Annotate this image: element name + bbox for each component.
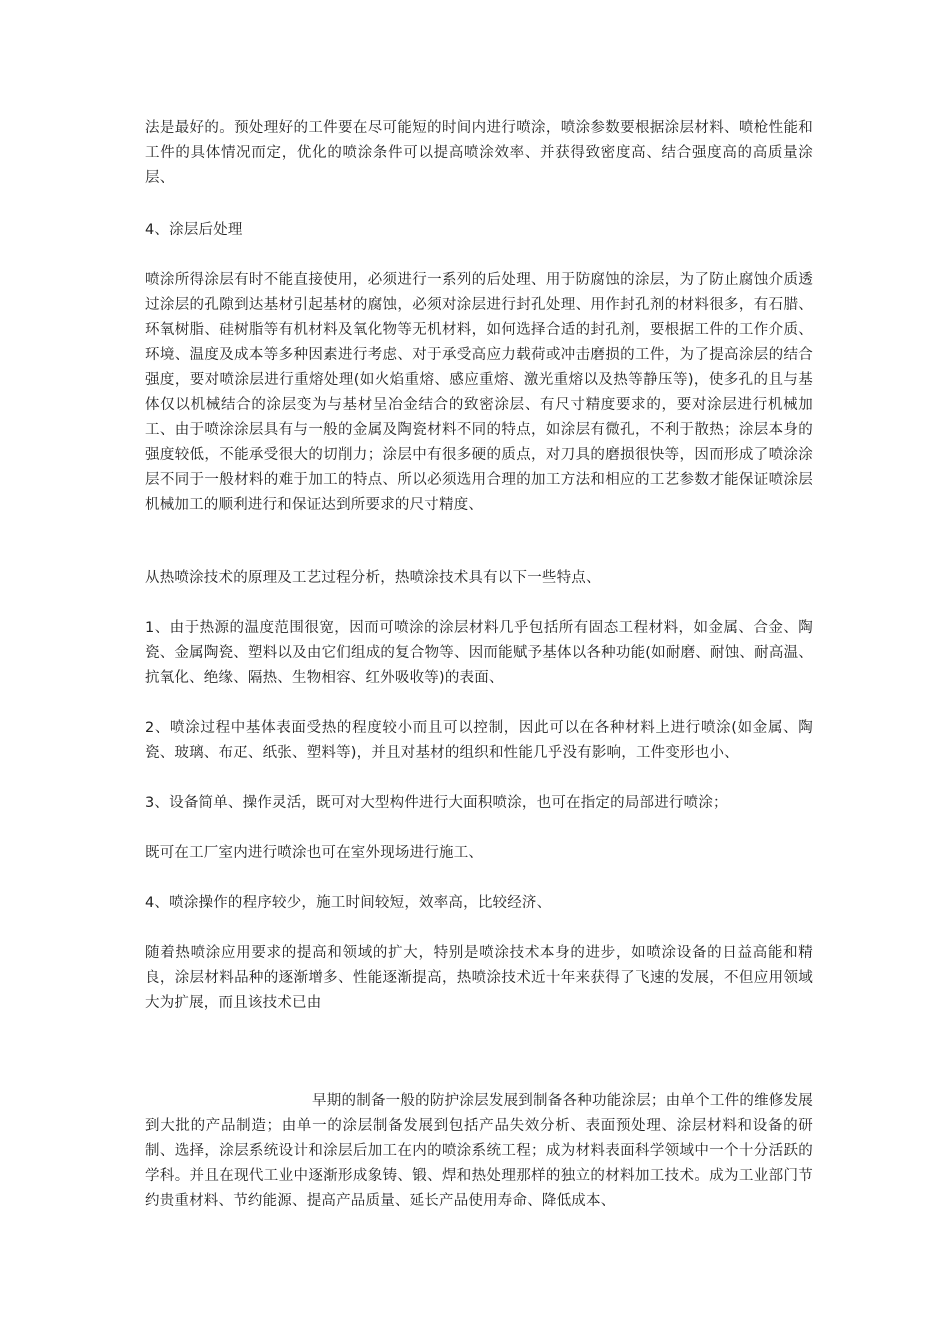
paragraph-development: 随着热喷涂应用要求的提高和领域的扩大，特别是喷涂技术本身的进步，如喷涂设备的日益高能和精良，涂层材料品种的逐渐增多、性能逐渐提高，热喷涂技术近十年来获得了飞速的发展，不但应用领域大为扩展，而且该技术已由 xyxy=(145,945,813,1011)
paragraph-post-treatment: 喷涂所得涂层有时不能直接使用，必须进行一系列的后处理、用于防腐蚀的涂层，为了防止腐蚀介质透过涂层的孔隙到达基材引起基材的腐蚀，必须对涂层进行封孔处理、用作封孔剂的材料很多，有石腊、环氧树脂、硅树脂等有机材料及氧化物等无机材料，如何选择合适的封孔剂，要根据工件的工作介质、环境、温度及成本等多种因素进行考虑、对于承受高应力载荷或冲击磨损的工件，为了提高涂层的结合强度，要对喷涂层进行重熔处理(如火焰重熔、感应重熔、激光重熔以及热等静压等)，使多孔的且与基体仅以机械结合的涂层变为与基材呈冶金结合的致密涂层、有尺寸精度要求的，要对涂层进行机械加工、由于喷涂涂层具有与一般的金属及陶瓷材料不同的特点，如涂层有微孔，不利于散热；涂层本身的强度较低，不能承受很大的切削力；涂层中有很多硬的质点，对刀具的磨损很快等，因而形成了喷涂涂层不同于一般材料的难于加工的特点、所以必须选用合理的加工方法和相应的工艺参数才能保证喷涂层机械加工的顺利进行和保证达到所要求的尺寸精度、 xyxy=(145,272,813,513)
paragraph-feature-3-cont: 既可在工厂室内进行喷涂也可在室外现场进行施工、 xyxy=(145,845,484,861)
paragraph-feature-1: 1、由于热源的温度范围很宽，因而可喷涂的涂层材料几乎包括所有固态工程材料，如金属、合金、陶瓷、金属陶瓷、塑料以及由它们组成的复合物等、因而能赋予基体以各种功能(如耐磨、耐蚀、耐高温、抗氧化、绝缘、隔热、生物相容、红外吸收等)的表面、 xyxy=(145,620,813,686)
paragraph-feature-3: 3、设备简单、操作灵活，既可对大型构件进行大面积喷涂，也可在指定的局部进行喷涂； xyxy=(145,795,728,811)
paragraph-spraying-conditions: 法是最好的。预处理好的工件要在尽可能短的时间内进行喷涂，喷涂参数要根据涂层材料、喷枪性能和工件的具体情况而定，优化的喷涂条件可以提高喷涂效率、并获得致密度高、结合强度高的高质量涂层、 xyxy=(145,120,813,186)
paragraph-feature-4: 4、喷涂操作的程序较少，施工时间较短，效率高，比较经济、 xyxy=(145,895,552,911)
paragraph-feature-2: 2、喷涂过程中基体表面受热的程度较小而且可以控制，因此可以在各种材料上进行喷涂(如金属、陶瓷、玻璃、布疋、纸张、塑料等)，并且对基材的组织和性能几乎没有影响，工件变形也小、 xyxy=(145,720,813,761)
paragraph-features-intro: 从热喷涂技术的原理及工艺过程分析，热喷涂技术具有以下一些特点、 xyxy=(145,570,601,586)
heading-post-treatment: 4、涂层后处理 xyxy=(145,222,243,238)
paragraph-development-cont: 早期的制备一般的防护涂层发展到制备各种功能涂层；由单个工件的维修发展到大批的产品制造；由单一的涂层制备发展到包括产品失效分析、表面预处理、涂层材料和设备的研制、选择，涂层系统设计和涂层后加工在内的喷涂系统工程；成为材料表面科学领域中一个十分活跃的学科。并且在现代工业中逐渐形成象铸、锻、焊和热处理那样的独立的材料加工技术。成为工业部门节约贵重材料、节约能源、提高产品质量、延长产品使用寿命、降低成本、 xyxy=(145,1093,813,1209)
